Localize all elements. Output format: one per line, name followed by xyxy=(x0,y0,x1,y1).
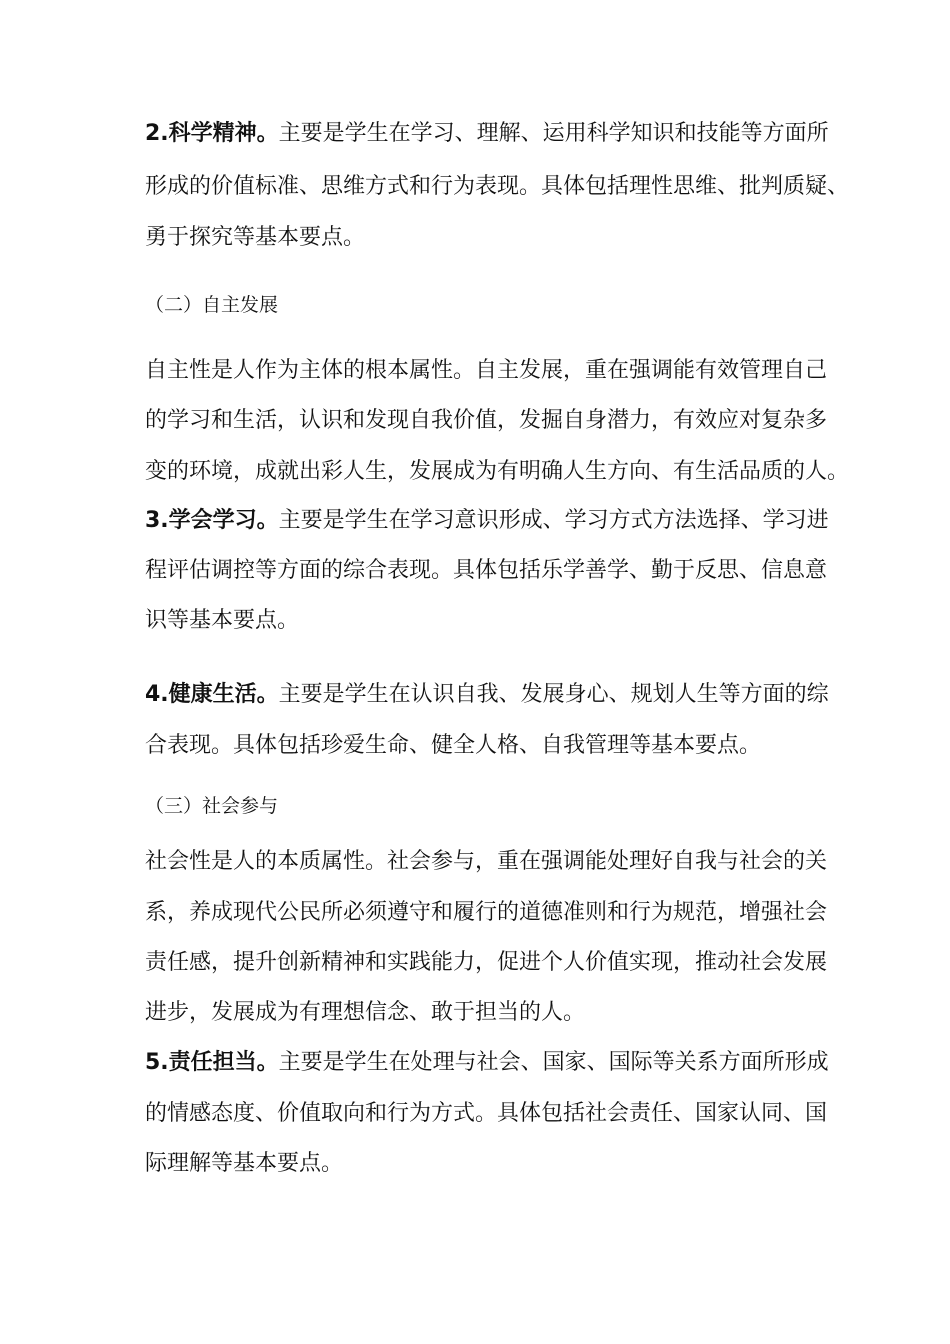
item-lead: 2.科学精神。 xyxy=(145,121,279,146)
item-lead: 5.责任担当。 xyxy=(145,1050,279,1075)
paragraph-line: 勇于探究等基本要点。 xyxy=(145,225,366,250)
paragraph-line: 社会性是人的本质属性。社会参与，重在强调能处理好自我与社会的关 xyxy=(145,849,828,874)
item-lead: 3.学会学习。 xyxy=(145,508,279,533)
paragraph-line: 2.科学精神。主要是学生在学习、理解、运用科学知识和技能等方面所 xyxy=(145,121,829,146)
paragraph-line: 3.学会学习。主要是学生在学习意识形成、学习方式方法选择、学习进 xyxy=(145,508,829,533)
paragraph-line: 识等基本要点。 xyxy=(145,608,300,633)
paragraph-line: 的学习和生活，认识和发现自我价值，发掘自身潜力，有效应对复杂多 xyxy=(145,408,828,433)
paragraph-line: 的情感态度、价值取向和行为方式。具体包括社会责任、国家认同、国 xyxy=(145,1101,828,1126)
paragraph-line: 际理解等基本要点。 xyxy=(145,1151,344,1176)
paragraph-line: 责任感，提升创新精神和实践能力，促进个人价值实现，推动社会发展 xyxy=(145,950,828,975)
paragraph-line: 4.健康生活。主要是学生在认识自我、发展身心、规划人生等方面的综 xyxy=(145,682,829,707)
paragraph-line: 程评估调控等方面的综合表现。具体包括乐学善学、勤于反思、信息意 xyxy=(145,558,828,583)
paragraph-line: 合表现。具体包括珍爱生命、健全人格、自我管理等基本要点。 xyxy=(145,733,762,758)
item-lead: 4.健康生活。 xyxy=(145,682,279,707)
paragraph-line: 自主性是人作为主体的根本属性。自主发展，重在强调能有效管理自己 xyxy=(145,358,828,383)
paragraph-line: 5.责任担当。主要是学生在处理与社会、国家、国际等关系方面所形成 xyxy=(145,1050,829,1075)
paragraph-line: 形成的价值标准、思维方式和行为表现。具体包括理性思维、批判质疑、 xyxy=(145,174,850,199)
paragraph-line: 进步，发展成为有理想信念、敢于担当的人。 xyxy=(145,1000,586,1025)
paragraph-line: 系，养成现代公民所必须遵守和履行的道德准则和行为规范，增强社会 xyxy=(145,900,828,925)
paragraph-line: 变的环境，成就出彩人生，发展成为有明确人生方向、有生活品质的人。 xyxy=(145,459,850,484)
